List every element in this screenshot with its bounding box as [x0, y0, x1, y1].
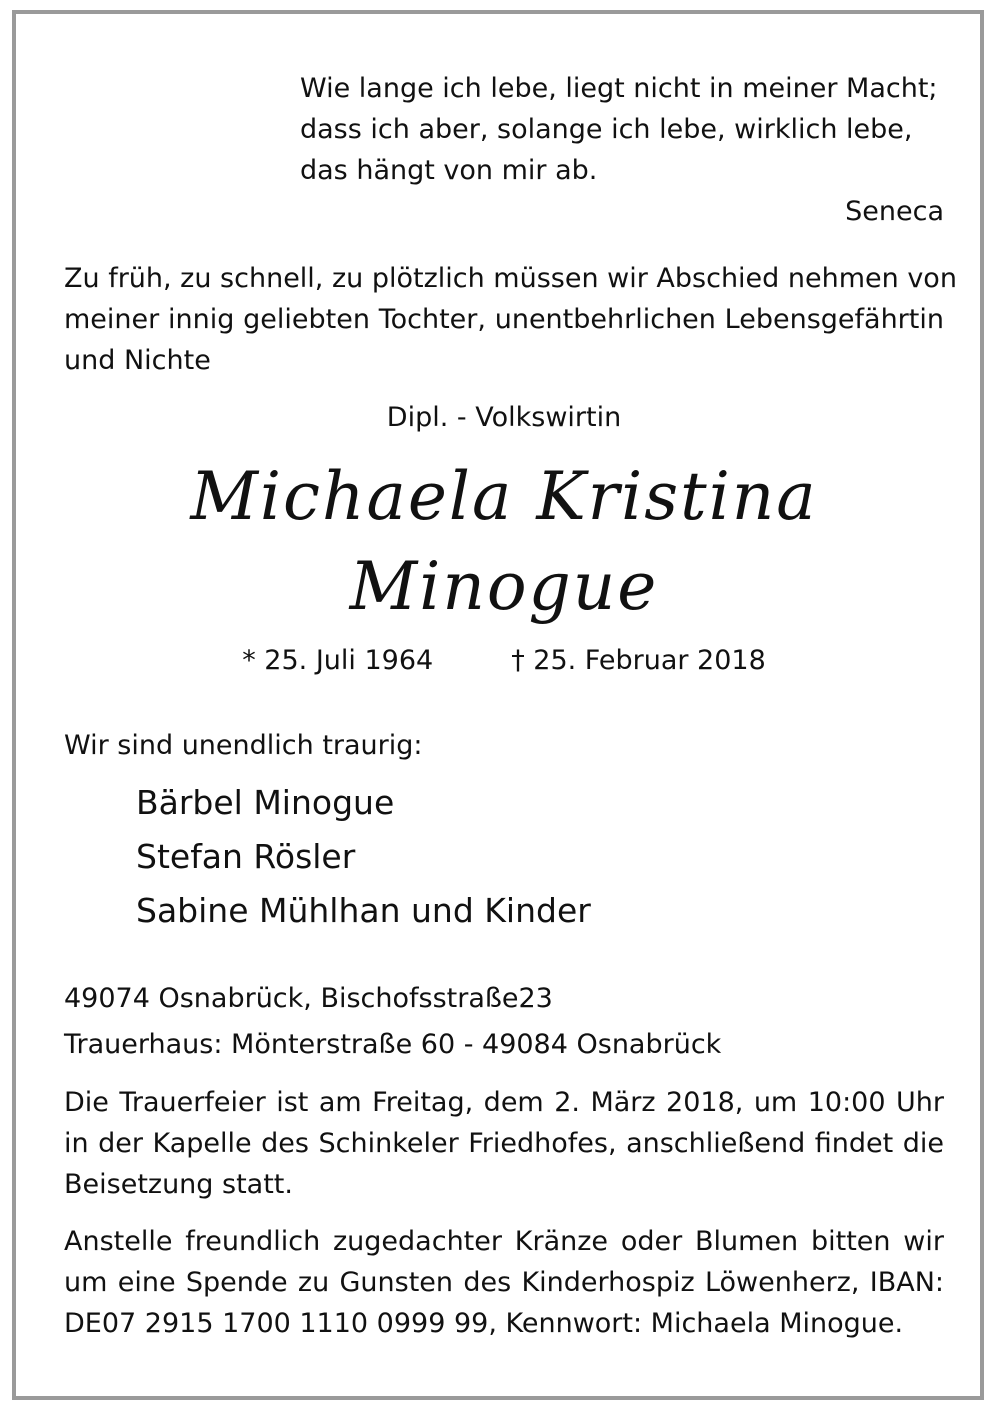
- motto-line: dass ich aber, solange ich lebe, wirklich lebe,: [300, 114, 913, 145]
- mourner-name: Stefan Rösler: [136, 837, 356, 876]
- donation-line: DE07 2915 1700 1110 0999 99, Kennwort: Michaela Minogue.: [64, 1308, 904, 1339]
- donation-line: um eine Spende zu Gunsten des Kinderhospiz Löwenherz, IBAN:: [64, 1267, 944, 1298]
- funeral-line: in der Kapelle des Schinkeler Friedhofes, anschließend findet die: [64, 1128, 944, 1159]
- deceased-name: [64, 452, 944, 632]
- deceased-name-line1: Michaela Kristina: [190, 458, 818, 535]
- intro-line: und Nichte: [64, 345, 211, 376]
- mourner-name: Bärbel Minogue: [136, 783, 395, 822]
- obituary-content: [64, 68, 957, 1344]
- birth-date: * 25. Juli 1964: [242, 645, 434, 676]
- deceased-name-line2: Minogue: [349, 548, 659, 625]
- intro-line: Zu früh, zu schnell, zu plötzlich müssen wir Abschied nehmen von: [64, 263, 957, 294]
- funeral-info: [64, 1082, 944, 1205]
- mourners-list: [136, 776, 944, 938]
- motto-line: das hängt von mir ab.: [300, 155, 598, 186]
- life-dates: [64, 640, 944, 681]
- funeral-line: Die Trauerfeier ist am Freitag, dem 2. März 2018, um 10:00 Uhr: [64, 1087, 944, 1118]
- motto-quote: [300, 68, 944, 232]
- motto-author: Seneca: [845, 196, 944, 227]
- motto-line: Wie lange ich lebe, liegt nicht in meiner Macht;: [300, 73, 938, 104]
- mourning-house-address: Trauerhaus: Mönterstraße 60 - 49084 Osnabrück: [64, 1029, 722, 1060]
- donation-line: Anstelle freundlich zugedachter Kränze oder Blumen bitten wir: [64, 1226, 944, 1257]
- death-date: † 25. Februar 2018: [511, 645, 766, 676]
- address-block: [64, 976, 944, 1068]
- obituary-frame: [12, 10, 984, 1400]
- mourning-label: Wir sind unendlich traurig:: [64, 730, 423, 761]
- donation-info: [64, 1221, 944, 1344]
- funeral-line: Beisetzung statt.: [64, 1169, 293, 1200]
- intro-text: [64, 258, 957, 381]
- intro-line: meiner innig geliebten Tochter, unentbehrlichen Lebensgefährtin: [64, 304, 944, 335]
- mourner-name: Sabine Mühlhan und Kinder: [136, 891, 591, 930]
- home-address: 49074 Osnabrück, Bischofsstraße23: [64, 983, 553, 1014]
- academic-degree: Dipl. - Volkswirtin: [386, 402, 622, 433]
